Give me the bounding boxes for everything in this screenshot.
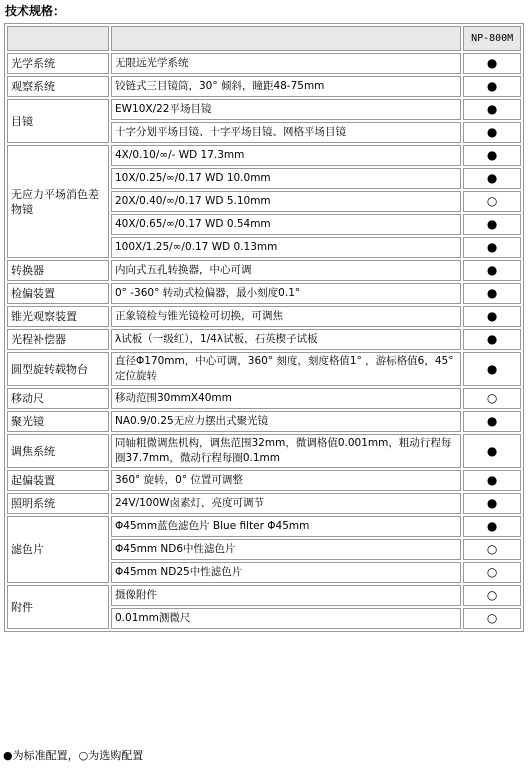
config-mark: ○ <box>463 562 521 583</box>
spec-cell: λ试板（一级红），1/4λ试板，石英楔子试板 <box>111 329 461 350</box>
category-cell: 锥光观察装置 <box>7 306 109 327</box>
spec-cell: 移动范围30mmX40mm <box>111 388 461 409</box>
category-cell: 附件 <box>7 585 109 629</box>
spec-cell: 20X/0.40/∞/0.17 WD 5.10mm <box>111 191 461 212</box>
table-header-row <box>7 26 521 51</box>
header-model-cell: NP-800M <box>463 26 521 51</box>
spec-table <box>4 23 524 632</box>
category-cell: 转换器 <box>7 260 109 281</box>
spec-cell: 100X/1.25/∞/0.17 WD 0.13mm <box>111 237 461 258</box>
table-row <box>7 470 521 491</box>
config-mark: ● <box>463 53 521 74</box>
spec-cell: 24V/100W卤素灯，亮度可调节 <box>111 493 461 514</box>
legend-footnote: ●为标准配置，○为选购配置 <box>3 749 144 762</box>
config-mark: ● <box>463 434 521 468</box>
config-mark: ○ <box>463 608 521 629</box>
table-row <box>7 306 521 327</box>
config-mark: ● <box>463 99 521 120</box>
category-cell: 照明系统 <box>7 493 109 514</box>
spec-cell: 10X/0.25/∞/0.17 WD 10.0mm <box>111 168 461 189</box>
category-cell: 光程补偿器 <box>7 329 109 350</box>
spec-cell: 同轴粗微调焦机构，调焦范围32mm，微调格值0.001mm，粗动行程每圈37.7mm，微动行程每圈0.1mm <box>111 434 461 468</box>
category-cell: 聚光镜 <box>7 411 109 432</box>
table-row <box>7 53 521 74</box>
category-cell: 光学系统 <box>7 53 109 74</box>
category-cell: 移动尺 <box>7 388 109 409</box>
config-mark: ● <box>463 214 521 235</box>
table-row <box>7 516 521 537</box>
table-row <box>7 493 521 514</box>
config-mark: ● <box>463 516 521 537</box>
spec-cell: 0.01mm测微尺 <box>111 608 461 629</box>
category-cell: 观察系统 <box>7 76 109 97</box>
config-mark: ● <box>463 306 521 327</box>
table-row <box>7 388 521 409</box>
spec-cell: 铰链式三目镜筒，30° 倾斜，瞳距48-75mm <box>111 76 461 97</box>
spec-cell: 十字分划平场目镜、十字平场目镜、网格平场目镜 <box>111 122 461 143</box>
config-mark: ● <box>463 283 521 304</box>
config-mark: ○ <box>463 539 521 560</box>
config-mark: ● <box>463 329 521 350</box>
spec-cell: 40X/0.65/∞/0.17 WD 0.54mm <box>111 214 461 235</box>
table-row <box>7 260 521 281</box>
table-row <box>7 76 521 97</box>
table-row <box>7 283 521 304</box>
spec-cell: Φ45mm ND25中性滤色片 <box>111 562 461 583</box>
spec-cell: 360° 旋转，0° 位置可调整 <box>111 470 461 491</box>
config-mark: ● <box>463 411 521 432</box>
config-mark: ● <box>463 470 521 491</box>
table-row <box>7 352 521 386</box>
spec-cell: 0° -360° 转动式检偏器，最小刻度0.1° <box>111 283 461 304</box>
config-mark: ● <box>463 260 521 281</box>
config-mark: ○ <box>463 191 521 212</box>
spec-cell: 内向式五孔转换器，中心可调 <box>111 260 461 281</box>
table-row <box>7 329 521 350</box>
spec-cell: 直径Φ170mm，中心可调，360° 刻度，刻度格值1° ，游标格值6，45° 定位旋转 <box>111 352 461 386</box>
category-cell: 目镜 <box>7 99 109 143</box>
header-spec-cell <box>111 26 461 51</box>
spec-cell: 无限远光学系统 <box>111 53 461 74</box>
table-row <box>7 99 521 120</box>
spec-cell: 摄像附件 <box>111 585 461 606</box>
config-mark: ○ <box>463 388 521 409</box>
spec-cell: Φ45mm蓝色滤色片 Blue filter Φ45mm <box>111 516 461 537</box>
table-row <box>7 434 521 468</box>
config-mark: ● <box>463 76 521 97</box>
category-cell: 滤色片 <box>7 516 109 583</box>
spec-table-body <box>7 26 521 629</box>
config-mark: ● <box>463 352 521 386</box>
header-category-cell <box>7 26 109 51</box>
config-mark: ● <box>463 145 521 166</box>
spec-cell: Φ45mm ND6中性滤色片 <box>111 539 461 560</box>
category-cell: 无应力平场消色差物镜 <box>7 145 109 258</box>
table-row <box>7 145 521 166</box>
spec-cell: 4X/0.10/∞/- WD 17.3mm <box>111 145 461 166</box>
category-cell: 调焦系统 <box>7 434 109 468</box>
spec-cell: EW10X/22平场目镜 <box>111 99 461 120</box>
config-mark: ● <box>463 122 521 143</box>
page-title: 技术规格： <box>5 4 66 18</box>
category-cell: 检偏装置 <box>7 283 109 304</box>
category-cell: 起偏装置 <box>7 470 109 491</box>
config-mark: ● <box>463 168 521 189</box>
config-mark: ● <box>463 237 521 258</box>
table-row <box>7 411 521 432</box>
config-mark: ○ <box>463 585 521 606</box>
spec-cell: NA0.9/0.25无应力摆出式聚光镜 <box>111 411 461 432</box>
spec-cell: 正象镜检与锥光镜检可切换，可调焦 <box>111 306 461 327</box>
table-row <box>7 585 521 606</box>
category-cell: 圆型旋转载物台 <box>7 352 109 386</box>
config-mark: ● <box>463 493 521 514</box>
